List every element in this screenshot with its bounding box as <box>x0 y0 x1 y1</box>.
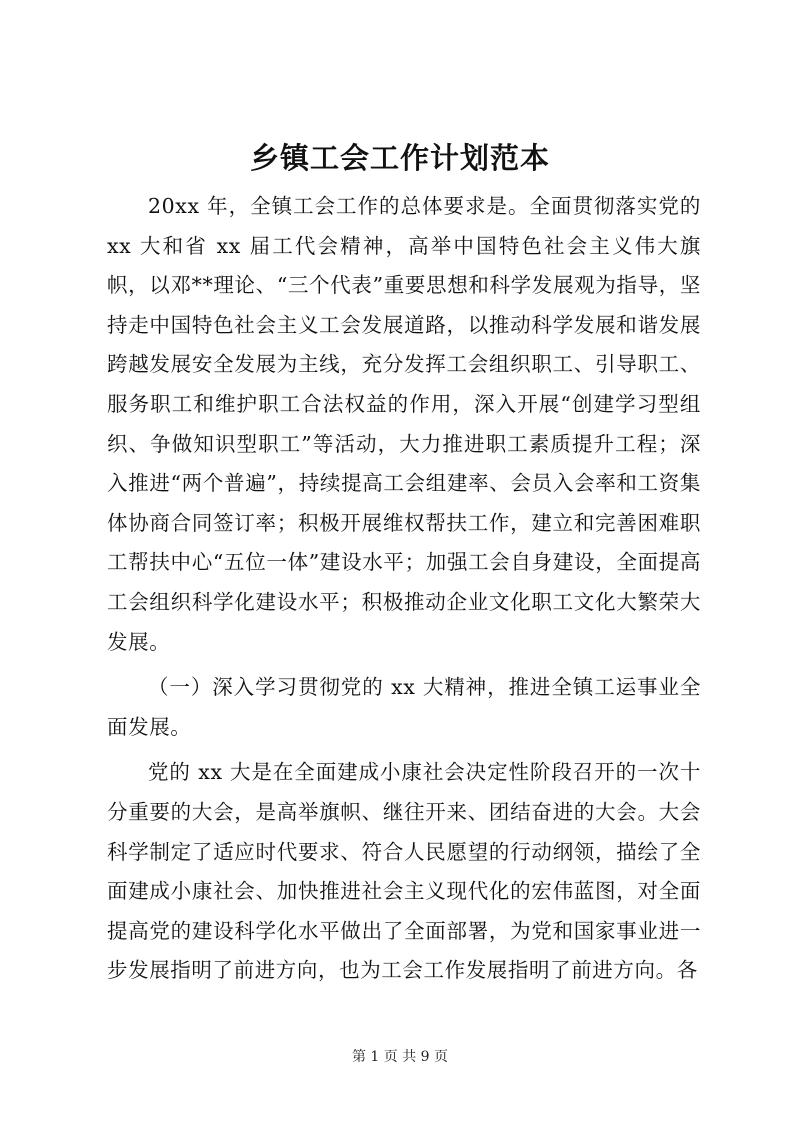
page-number-footer: 第 1 页 共 9 页 <box>351 1049 449 1065</box>
document-title: 乡镇工会工作计划范本 <box>249 141 550 175</box>
document-body <box>107 187 701 997</box>
paragraph-general-requirements: 20xx 年，全镇工会工作的总体要求是。全面贯彻落实党的 xx 大和省 xx 届工代会精神，高举中国特色社会主义伟大旗帜，以邓**理论、“三个代表”重要思想和科学发展观为指导，坚持走中国特色社会主义工会发展道路，以推动科学发展和谐发展跨越发展安全发展为主线，充分发挥工会组织职工、引导职工、服务职工和维护职工合法权益的作用，深入开展“创建学习型组织、争做知识型职工”等活动，大力推进职工素质提升工程；深入推进“两个普遍”，持续提高工会组建率、会员入会率和工资集体协商合同签订率；积极开展维权帮扶工作，建立和完善困难职工帮扶中心“五位一体”建设水平；加强工会自身建设，全面提高工会组织科学化建设水平；积极推动企业文化职工文化大繁荣大发展。 <box>107 194 701 654</box>
paragraph-congress-significance: 党的 xx 大是在全面建成小康社会决定性阶段召开的一次十分重要的大会，是高举旗帜、继往开来、团结奋进的大会。大会科学制定了适应时代要求、符合人民愿望的行动纲领，描绘了全面建成小康社会、加快推进社会主义现代化的宏伟蓝图，对全面提高党的建设科学化水平做出了全面部署，为党和国家事业进一步发展指明了前进方向，也为工会工作发展指明了前进方向。各 <box>107 760 701 983</box>
paragraph-section-heading-1: （一）深入学习贯彻党的 xx 大精神，推进全镇工运事业全面发展。 <box>107 675 701 739</box>
